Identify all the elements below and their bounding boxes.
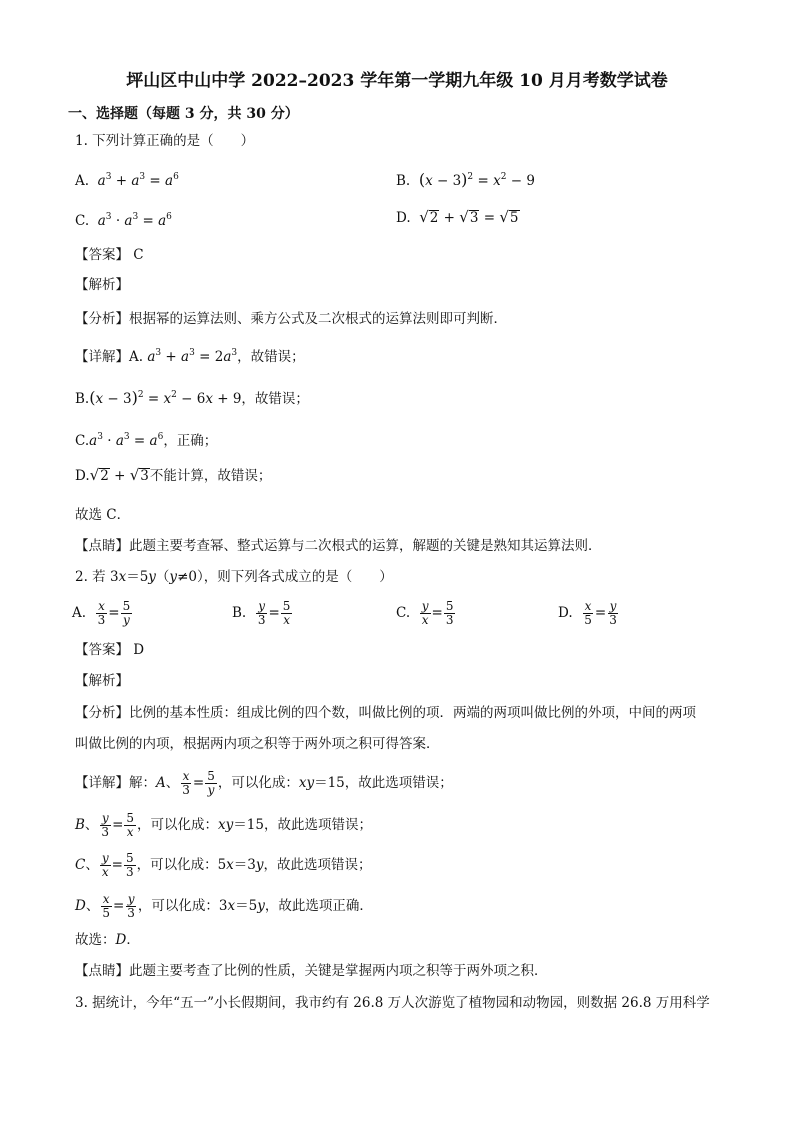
q1-comment: 【点睛】此题主要考查幂、整式运算与二次根式的运算，解题的关键是熟知其运算法则． [75,538,602,554]
q1-detail-d: D. √ 2 + √ 3 不能计算，故错误； [75,466,272,484]
q1-stem: 1. 下列计算正确的是（ ） [75,133,255,149]
q1-fenxi: 【分析】根据幂的运算法则、乘方公式及二次根式的运算法则即可判断． [75,311,507,327]
q2-detail-a: 【详解】解：A、 $\frac{x}{3}$ = $\frac{5}{y}$ ，可以化成：xy＝15，故此选项错误； [75,769,453,797]
q2-detail-d: D、 $\frac{x}{5}$ = $\frac{y}{3}$ ，可以化成：3x＝5y，故此选项正确． [75,892,373,920]
q1-option-c: C. $a^3 \cdot a^3 = a^6$ [75,212,172,229]
q1-detail-c: $C.a^3 \cdot a^3 = a^6$，正确； [75,432,218,449]
q1-option-d: D. √ 2 + √ 3 = √ 5 [396,208,519,226]
q1-option-a: A. $a^3 + a^3 = a^6$ [75,172,179,189]
q2-option-d: D. $\frac{x}{5}$ = $\frac{y}{3}$ [558,599,617,627]
q2-answer: 【答案】 D [75,642,145,658]
q2-option-c: C. $\frac{y}{x}$ = $\frac{5}{3}$ [396,599,454,627]
q1-analysis-tag: 【解析】 [75,277,129,293]
q3-stem: 3. 据统计，今年“五一”小长假期间，我市约有 26.8 万人次游览了植物园和动物园，则数据 26.8 万用科学 [75,995,710,1011]
q1-choose: 故选 C． [75,507,131,523]
q2-fenxi-line1: 【分析】比例的基本性质：组成比例的四个数，叫做比例的项．两端的两项叫做比例的外项，中间的两项 [75,705,696,721]
q1-detail-a: 【详解】A. $a^3 + a^3 = 2a^3$，故错误； [75,348,305,365]
q2-detail-b: B、 $\frac{y}{3}$ = $\frac{5}{x}$ ，可以化成：xy＝15，故此选项错误； [75,811,372,839]
q2-detail-c: C、 $\frac{y}{x}$ = $\frac{5}{3}$ ，可以化成：5x＝3y，故此选项错误； [75,851,372,879]
q1-option-b: B. $(x - 3)^2 = x^2 - 9$ [396,170,535,189]
q2-option-a: A. $\frac{x}{3}$ = $\frac{5}{y}$ [72,599,131,627]
page-title: 坪山区中山中学 2022–2023 学年第一学期九年级 10 月月考数学试卷 [126,71,668,91]
q2-choose: 故选：D． [75,932,140,948]
q2-analysis-tag: 【解析】 [75,673,129,689]
section-heading: 一、选择题（每题 3 分，共 30 分） [68,106,299,122]
q2-comment: 【点睛】此题主要考查了比例的性质，关键是掌握两内项之积等于两外项之积． [75,963,548,979]
q2-fenxi-line2: 叫做比例的内项，根据两内项之积等于两外项之积可得答案． [75,736,440,752]
q1-detail-b: $B.(x - 3)^2 = x^2 - 6x + 9$，故错误； [75,388,309,407]
q2-stem: 2. 若 3x＝5y（y≠0），则下列各式成立的是（ ） [75,569,393,585]
q2-option-b: B. $\frac{y}{3}$ = $\frac{5}{x}$ [232,599,291,627]
q1-answer: 【答案】 C [75,247,144,263]
